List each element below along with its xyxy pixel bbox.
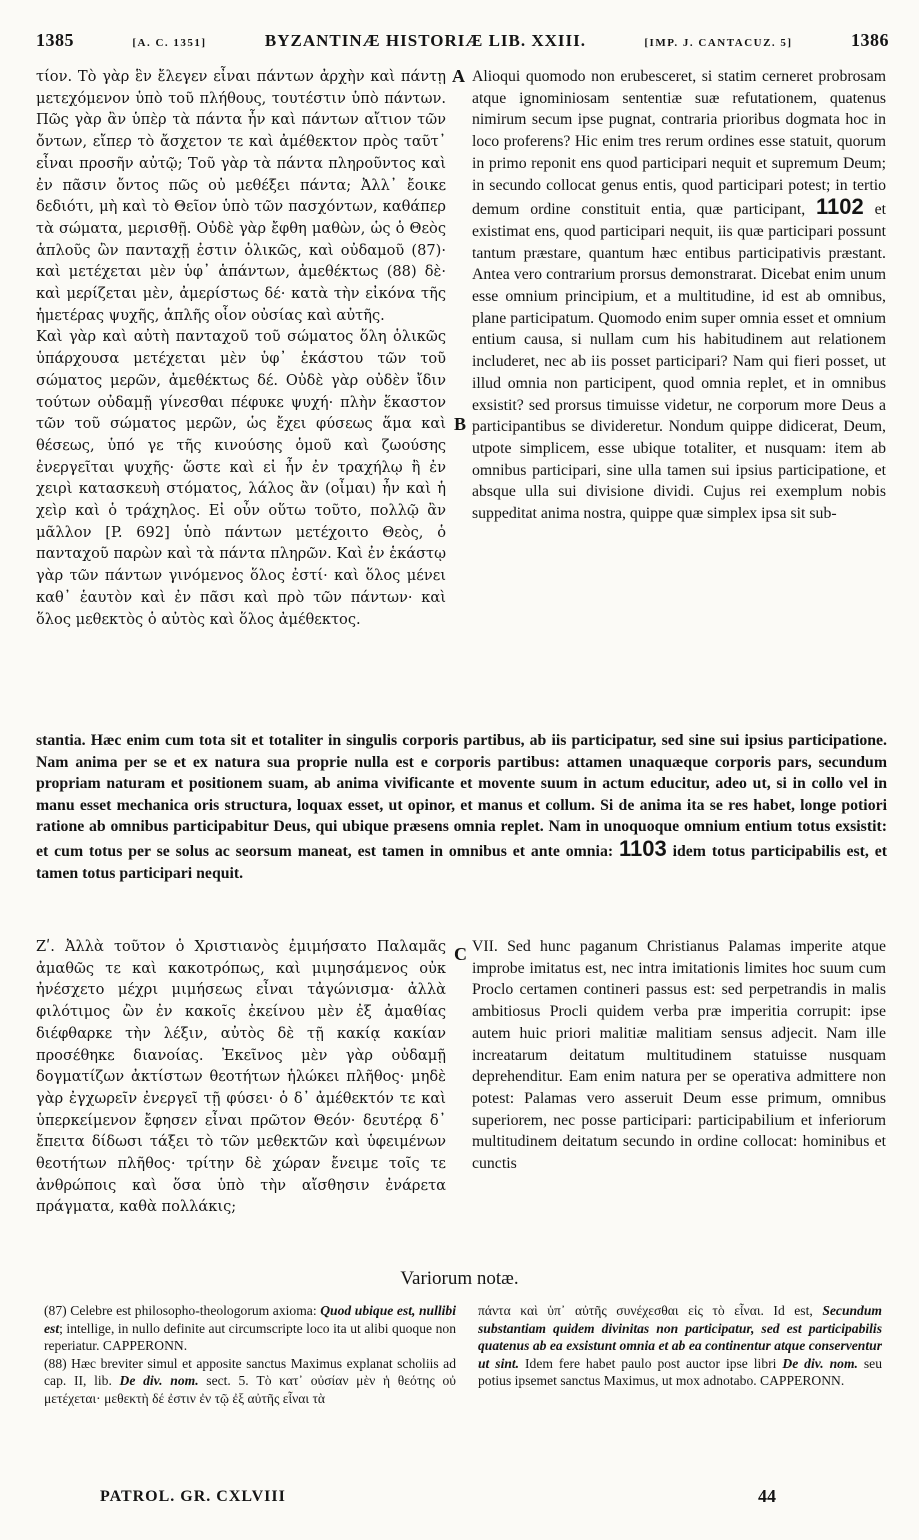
latin-text: idem totus participabilis est, et tamen totus participari nequit. [36, 842, 887, 882]
latin-column-bottom [472, 936, 886, 1246]
note-text: sect. 5. Τὸ κατ᾽ οὐσίαν μὲν ἡ θεότης οὐ μετέχεται· μεθεκτὴ δέ ἐστιν ἐν τῷ ἐξ αὐτῆς εἶναι τὰ [44, 1373, 456, 1406]
greek-paragraph: Καὶ γὰρ καὶ αὐτὴ πανταχοῦ τοῦ σώματος ὅλη ὁλικῶς ὑπάρχουσα μετέχεται μὲν ὑφ᾽ ἑκάστου τῶν τοῦ σώματος μερῶν, ἀμεθέκτως δέ. Οὐδὲ γὰρ οὐδὲν ἴδιν τούτων οὐδαμῇ γίνεσθαι πέφυκε ψυχή· πλὴν ἕκαστον τῶν τοῦ σώματος μερῶν, ὡς ἔχει φύσεως ἅμα καὶ θέσεως, ὑπό γε τῆς κινούσης ὁμοῦ καὶ ζωούσης ἐνεργεῖται ψυχῆς· ὥστε καὶ εἰ ἦν ἐν τραχήλῳ ἢ ἐν χειρὶ κατασκευὴ στόματος, λάλος ἂν (οἶμαι) ἦν καὶ ἡ χεὶρ καὶ ὁ τράχηλος. Εἰ οὖν οὕτω τοῦτο, πολλῷ ἂν μᾶλλον [P. 692] ὑπὸ πάντων μετέχοιτο Θεὸς, ὁ πανταχοῦ παρὼν καὶ τὰ πάντα πληρῶν. Καὶ ἐν ἑκάστῳ γὰρ τῶν πάντων γινόμενος ὅλος ἐστί· καὶ ὅλος μένει καθ᾽ ἑαυτὸν καὶ ἐν πᾶσι καὶ πρὸ τῶν πάντων· καὶ ὅλος μεθεκτὸς ὁ αὐτὸς καὶ ὅλος ἀμέθεκτος. [36, 328, 446, 628]
right-page-number: 1386 [850, 30, 889, 50]
note-emphasis: De div. nom. [782, 1355, 858, 1371]
notes-right-column [478, 1302, 882, 1478]
column-number-1103: 1103 [619, 835, 667, 861]
note-emphasis: De div. nom. [119, 1373, 199, 1389]
column-number-1102: 1102 [816, 194, 864, 220]
note-text: seu potius ipsemet sanctus Maximus, ut mox adnotabo. CAPPERONN. [478, 1355, 882, 1389]
note-text: πάντα καὶ ὑπ᾽ αὐτῆς συνέχεσθαι εἰς τὸ εἶναι. Id est, [478, 1303, 823, 1318]
greek-column-top [36, 66, 446, 722]
note-text: Celebre est philosopho-theologorum axioma: [70, 1303, 321, 1318]
note-number: (87) [44, 1303, 67, 1318]
note-88 [44, 1355, 456, 1408]
greek-paragraph: Ζʹ. Ἀλλὰ τοῦτον ὁ Χριστιανὸς ἐμιμήσατο Παλαμᾶς ἀμαθῶς τε καὶ κακοτρόπως, καὶ μιμησάμενος οὐκ ἠνέσχετο μέχρι μιμήσεως εἶναι τἀγώνισμα· ἀλλὰ φιλότιμος ὢν ἐν κακοῖς ἐκείνου μὲν ἐξ ἀμαθίας διέφθαρκε τὴν λέξιν, αὐτὸς δὲ τῇ κακίᾳ κακίαν προσέθηκε διανοίας. Ἐκεῖνος μὲν γὰρ οὐδαμῇ δογματίζων ἀκτίστων θεοτήτων ἡλώκει πλῆθος· μηδὲ γὰρ ἐγχωρεῖν ἐνεργεῖ τῇ φύσει· ὁ δ᾽ ἀμέθεκτόν τε καὶ ὑπερκείμενον ἔφησεν εἶναι πρῶτον Θεόν· δευτέρᾳ δ᾽ ἔπειτα δίδωσι τάξει τὸ τῶν μεθεκτῶν καὶ ὑφειμένων θεοτήτων πλῆθος· τρίτην δὲ χώραν ἔνειμε τοῖς τε ἀνθρώποις καὶ ὅσα ὑπὸ τὴν αἴσθησιν ἐνάρετα πράγματα, καθὰ πολλάκις; [36, 938, 446, 1216]
note-emphasis: Quod ubique est, nullibi est [44, 1303, 456, 1336]
footer-signature: 44 [758, 1486, 776, 1506]
note-87 [44, 1302, 456, 1355]
left-page-number: 1385 [36, 30, 74, 50]
note-text: Hæc breviter simul et apposite sanctus Maximus explanat scholiis ad cap. II, lib. [44, 1355, 456, 1389]
latin-text: stantia. Hæc enim cum tota sit et totaliter in singulis corporis partibus, ab iis participatur, sed sine sui ipsius participatione. Nam anima per se et ex natura sua proprie nulla est e corporis partibus: attamen unaquæque corporis pars, secundum propriam naturam et positionem suam, ab anima vivificante et movente suum in actum educitur, adeo ut, si in collo vel in manu esset mechanica oris structura, loquax esset, ut opinor, et manus et collum. Si de anima ita se res habet, longe potiori ratione ab omnibus participabitur Deus, qui ubique præsens omnia replet. Nam in unoquoque omnium entium totus exsistit: et cum totus per se solus ac seorsum maneat, est tamen in omnibus et ante omnia: [36, 732, 887, 860]
page-header [36, 30, 889, 60]
latin-text: et existimat ens, quod participari nequit, iis quæ participari possunt tantum præstare, quantum hæc entibus participativis præstant. Antea vero contrarium prorsus demonstrarat. Dicebat enim unum esse omnium principium, et a multitudine, id est ab omnibus, plane participatum. [472, 201, 886, 327]
emperor-reference: [IMP. J. CANTACUZ. 5] [644, 37, 793, 49]
note-text: Idem fere habet paulo post auctor ipse libri [519, 1355, 783, 1371]
note-text: ; intellige, in nullo definite aut circumscripte loco ita ut alibi quoque non reperiatur. CAPPERONN. [44, 1320, 456, 1354]
section-marker-b: B [454, 414, 467, 434]
notes-left-column [44, 1302, 456, 1478]
notes-title: Variorum notæ. [400, 1268, 519, 1289]
section-marker-a: A [452, 66, 465, 86]
year-reference: [A. C. 1351] [132, 37, 207, 49]
section-marker-c: C [454, 944, 467, 964]
latin-text: Quomodo enim super omnia esset et omnium entium causa, si nullam cum his habitudinem aut relationem includeret, nec ab iis posset participari? Nam qui fieri posset, ut illud omnia non participent, quod omnia replet, et in omnibus exsistit? sed prorsus timuisse videtur, ne corporum more Deus a participantibus se divideretur. Nondum quippe didicerat, Deum, utpote simplicem, esse ubique totaliter, et nusquam: item ab omnibus participari, sine ulla tamen sui ipsius participatione, et absque ulla sui divisione dividi. Cujus rei exemplum nobis suppeditat anima nostra, quippe quæ simplex ipsa sit sub- [472, 309, 886, 523]
greek-column-bottom [36, 936, 446, 1246]
latin-paragraph: VII. Sed hunc paganum Christianus Palamas imperite atque improbe imitatus est, nec intra imitationis limites hoc suum cum Proclo certamen contineri passus est: sed perpetrandis in malis ambitiosus Procli quidem verba præ imperitia corrupit: ipse autem huic priori malitiæ malitiam sensus adjecit. Nam ille increatarum deitatum multitudinem statuisse nusquam deprehenditur. Eam enim natura per se operativa admittere non potest: Palamas vero asseruit Deum esse primum, omnibus superiorem, nec posse participari: participabilium et inferiorum multitudinem deitatum secundo in ordine collocat: hominibus et cunctis [472, 938, 886, 1173]
footer-volume: PATROL. GR. CXLVIII [100, 1488, 286, 1505]
greek-paragraph: τίον. Τὸ γὰρ ἓν ἔλεγεν εἶναι πάντων ἀρχὴν καὶ πάντῃ μετεχόμενον ὑπὸ τοῦ πλήθους, τουτέστιν ὑπὸ πάντων. Πῶς γὰρ ἂν ὑπὲρ τὰ πάντα ἦν καὶ πάντων αἴτιον τῶν ὄντων, εἴπερ τὸ ἄσχετον τε καὶ ἀμέθεκτον πρὸς ταῦτ᾽ εἶναι προσῆν αὐτῷ; Τοῦ γὰρ τὰ πάντα πληροῦντος καὶ ἐν πᾶσιν ὄντος πῶς οὐ μεθέξει πάντα; Ἀλλ᾽ ἔοικε δεδιότι, μὴ καὶ τὸ Θεῖον ὑπὸ τῶν πασχόντων, καθάπερ τὰ σώματα, μερισθῇ. Οὐδὲ γὰρ ἔφθη μαθὼν, ὡς ὁ Θεὸς ἁπλοῦς ὢν πανταχῇ ἐστιν ὁλικῶς, καὶ οὐδαμοῦ (87)· καὶ μετέχεται μὲν ὑφ᾽ ἁπάντων, ἀμεθέκτως (88) δὲ· καὶ μερίζεται μὲν, ἀμερίστως δέ· κατὰ τὴν εἰκόνα τῆς ἡμετέρας ψυχῆς, ἁπλῆς οἷον οὐσίας καὶ αὐτῆς. [36, 68, 446, 324]
latin-full-width [36, 730, 887, 948]
running-title: BYZANTINÆ HISTORIÆ LIB. XXIII. [264, 31, 587, 50]
note-emphasis: Secundum substantiam quidem divinitas non participatur, sed est participabilis quatenus ab ea exsistunt omnia et ab ea continentur atque conserventur ut sint. [478, 1303, 882, 1371]
latin-column-top [472, 66, 886, 722]
note-number: (88) [44, 1355, 67, 1371]
latin-text: Alioqui quomodo non erubesceret, si statim cerneret probrosam atque ignominiosam sententiæ suæ refutationem, quatenus nimirum secum ipse pugnat, contraria prioribus dogmata hoc in loco proferens? Hic enim tres rerum ordines esse statuit, quorum in primo reponit ens quod participari nequit et supremum Deum; in secundo collocat genus entis, quod participari potest; in tertio demum ordine constituit entia, quæ participant, [472, 68, 886, 219]
